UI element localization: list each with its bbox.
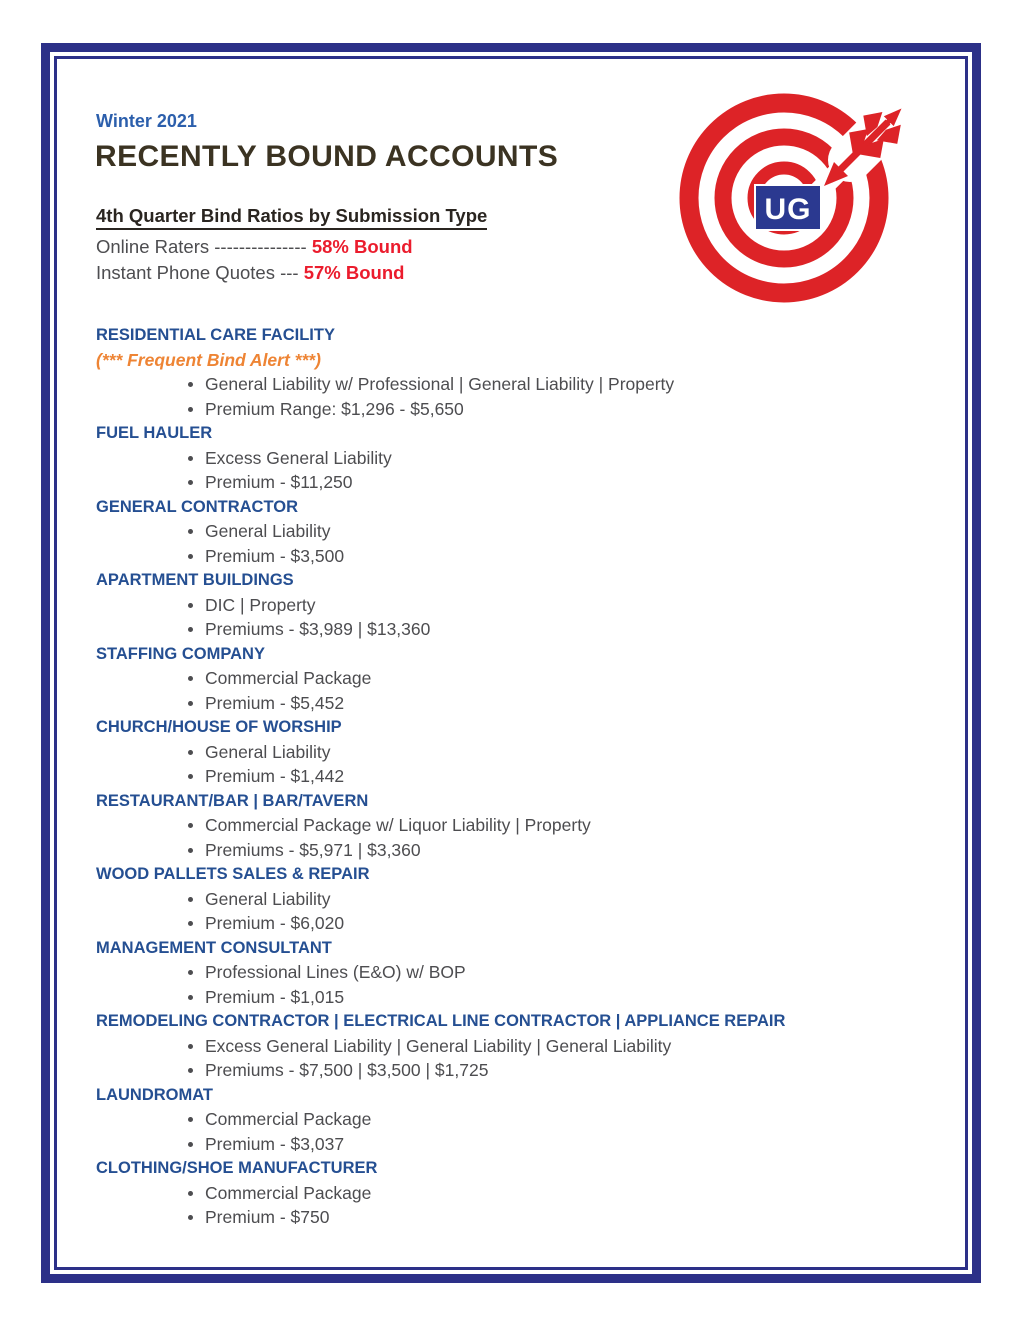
bullet-text: Commercial Package bbox=[205, 1182, 372, 1203]
bullseye-logo-icon bbox=[678, 80, 908, 310]
bullet-text: Premiums - $7,500 | $3,500 | $1,725 bbox=[205, 1060, 489, 1080]
section-heading: STAFFING COMPANY bbox=[96, 644, 265, 663]
section-bullets bbox=[96, 960, 926, 1009]
account-section bbox=[96, 495, 926, 569]
section-bullets bbox=[96, 446, 926, 495]
bullet-text: DIC | Property bbox=[205, 594, 316, 615]
bullet-dot-icon bbox=[188, 750, 193, 755]
section-heading: APARTMENT BUILDINGS bbox=[96, 571, 294, 589]
bullet-dot-icon bbox=[188, 382, 193, 387]
bullet-dot-icon bbox=[188, 1142, 193, 1147]
bullet-text: Premium - $5,452 bbox=[205, 692, 345, 713]
bullet-dot-icon bbox=[188, 1215, 193, 1220]
bullet-item bbox=[96, 666, 926, 691]
bullet-text: Commercial Package bbox=[205, 668, 372, 688]
bullet-dot-icon bbox=[188, 627, 193, 632]
bullet-item bbox=[96, 960, 926, 985]
bullet-item bbox=[96, 1107, 926, 1132]
bullet-item bbox=[96, 1058, 926, 1083]
bullet-dot-icon bbox=[188, 1191, 193, 1196]
bullet-item bbox=[96, 1034, 926, 1059]
section-bullets bbox=[96, 1107, 926, 1156]
bullet-item bbox=[96, 470, 926, 495]
bullet-text: Premium - $1,015 bbox=[205, 986, 345, 1007]
bullet-dot-icon bbox=[188, 701, 193, 706]
bullet-text: Premium Range: $1,296 - $5,650 bbox=[205, 398, 464, 419]
section-alert: (*** Frequent Bind Alert ***) bbox=[96, 349, 321, 370]
bullet-item bbox=[96, 691, 926, 716]
bullet-text: Premium - $3,037 bbox=[205, 1133, 345, 1154]
section-bullets bbox=[96, 593, 926, 642]
account-section bbox=[96, 1083, 926, 1157]
bullet-text: Excess General Liability bbox=[205, 447, 392, 468]
bullet-dot-icon bbox=[188, 1044, 193, 1049]
section-bullets bbox=[96, 372, 926, 421]
ratio-dashes: --- bbox=[280, 261, 304, 283]
bullet-text: General Liability bbox=[205, 888, 331, 909]
bullet-dot-icon bbox=[188, 995, 193, 1000]
bullet-item bbox=[96, 446, 926, 471]
bullet-item bbox=[96, 397, 926, 422]
account-section bbox=[96, 862, 926, 936]
ratio-row-instant-phone-quotes bbox=[96, 260, 487, 286]
bullet-item bbox=[96, 372, 926, 397]
bullet-dot-icon bbox=[188, 676, 193, 681]
section-heading: MANAGEMENT CONSULTANT bbox=[96, 938, 332, 957]
bullet-item bbox=[96, 519, 926, 544]
ratio-label: Instant Phone Quotes bbox=[96, 261, 281, 283]
section-bullets bbox=[96, 1034, 926, 1083]
section-bullets bbox=[96, 1181, 926, 1230]
bullet-dot-icon bbox=[188, 823, 193, 828]
bullet-dot-icon bbox=[188, 848, 193, 853]
bullet-item bbox=[96, 813, 926, 838]
bullet-dot-icon bbox=[188, 774, 193, 779]
bullet-text: Premium - $11,250 bbox=[205, 472, 353, 492]
bullet-dot-icon bbox=[188, 603, 193, 608]
section-bullets bbox=[96, 740, 926, 789]
account-section bbox=[96, 936, 926, 1010]
bullet-dot-icon bbox=[188, 897, 193, 902]
ratio-label: Online Raters bbox=[96, 236, 215, 257]
account-section bbox=[96, 715, 926, 789]
bullet-text: General Liability bbox=[205, 741, 331, 762]
section-heading: RESTAURANT/BAR | BAR/TAVERN bbox=[96, 791, 369, 810]
section-bullets bbox=[96, 887, 926, 936]
bullet-dot-icon bbox=[188, 407, 193, 412]
section-bullets bbox=[96, 519, 926, 568]
bullet-text: Commercial Package w/ Liquor Liability | Property bbox=[205, 815, 591, 835]
ratio-value: 58% Bound bbox=[311, 236, 413, 257]
bind-ratios-heading: 4th Quarter Bind Ratios by Submission Type bbox=[96, 205, 487, 230]
account-section bbox=[96, 1156, 926, 1230]
section-bullets bbox=[96, 666, 926, 715]
bullet-dot-icon bbox=[188, 921, 193, 926]
bullet-text: Premium - $1,442 bbox=[205, 766, 345, 786]
bullet-dot-icon bbox=[188, 1068, 193, 1073]
bullet-dot-icon bbox=[188, 456, 193, 461]
bullet-item bbox=[96, 1181, 926, 1206]
bullet-item bbox=[96, 544, 926, 569]
section-heading: WOOD PALLETS SALES & REPAIR bbox=[96, 865, 370, 883]
page-title: RECENTLY BOUND ACCOUNTS bbox=[95, 140, 559, 173]
bullet-text: General Liability w/ Professional | General Liability | Property bbox=[205, 374, 675, 394]
section-bullets bbox=[96, 813, 926, 862]
bullet-item bbox=[96, 911, 926, 936]
bullet-item bbox=[96, 740, 926, 765]
account-section bbox=[96, 789, 926, 863]
ratio-row-online-raters bbox=[96, 234, 487, 260]
bullet-text: Professional Lines (E&O) w/ BOP bbox=[205, 962, 466, 982]
sections-list bbox=[96, 323, 926, 1230]
section-heading: RESIDENTIAL CARE FACILITY bbox=[96, 326, 335, 344]
bullet-text: Premium - $3,500 bbox=[205, 545, 345, 566]
bullet-text: Premium - $6,020 bbox=[205, 913, 345, 933]
bullet-item bbox=[96, 985, 926, 1010]
section-heading: CLOTHING/SHOE MANUFACTURER bbox=[96, 1159, 378, 1177]
bullet-item bbox=[96, 617, 926, 642]
section-heading: GENERAL CONTRACTOR bbox=[96, 497, 298, 516]
bullet-item bbox=[96, 1205, 926, 1230]
bullet-dot-icon bbox=[188, 1117, 193, 1122]
ratio-value: 57% Bound bbox=[303, 261, 405, 283]
section-heading: REMODELING CONTRACTOR | ELECTRICAL LINE CONTRACTOR | APPLIANCE REPAIR bbox=[96, 1012, 786, 1030]
section-heading: FUEL HAULER bbox=[96, 424, 213, 442]
logo-initials: UG bbox=[764, 193, 812, 226]
bind-ratios-block bbox=[96, 205, 487, 285]
bullet-dot-icon bbox=[188, 970, 193, 975]
issue-label: Winter 2021 bbox=[96, 111, 197, 131]
bullet-text: Commercial Package bbox=[205, 1109, 372, 1129]
account-section bbox=[96, 421, 926, 495]
section-heading: CHURCH/HOUSE OF WORSHIP bbox=[96, 718, 342, 736]
bullet-item bbox=[96, 887, 926, 912]
account-section bbox=[96, 642, 926, 716]
bullet-text: General Liability bbox=[205, 521, 331, 541]
bullet-item bbox=[96, 593, 926, 618]
bullet-text: Premiums - $3,989 | $13,360 bbox=[205, 619, 431, 639]
bullet-text: Premiums - $5,971 | $3,360 bbox=[205, 839, 421, 860]
bullet-item bbox=[96, 764, 926, 789]
bullet-item bbox=[96, 1132, 926, 1157]
account-section bbox=[96, 568, 926, 642]
bullet-dot-icon bbox=[188, 554, 193, 559]
bullet-dot-icon bbox=[188, 480, 193, 485]
bullet-item bbox=[96, 838, 926, 863]
bullet-text: Premium - $750 bbox=[205, 1207, 330, 1227]
section-heading: LAUNDROMAT bbox=[96, 1085, 214, 1104]
account-section bbox=[96, 323, 926, 421]
ratio-dashes: --------------- bbox=[214, 236, 312, 257]
bullet-dot-icon bbox=[188, 529, 193, 534]
bullet-text: Excess General Liability | General Liability | General Liability bbox=[205, 1035, 672, 1056]
account-section bbox=[96, 1009, 926, 1083]
